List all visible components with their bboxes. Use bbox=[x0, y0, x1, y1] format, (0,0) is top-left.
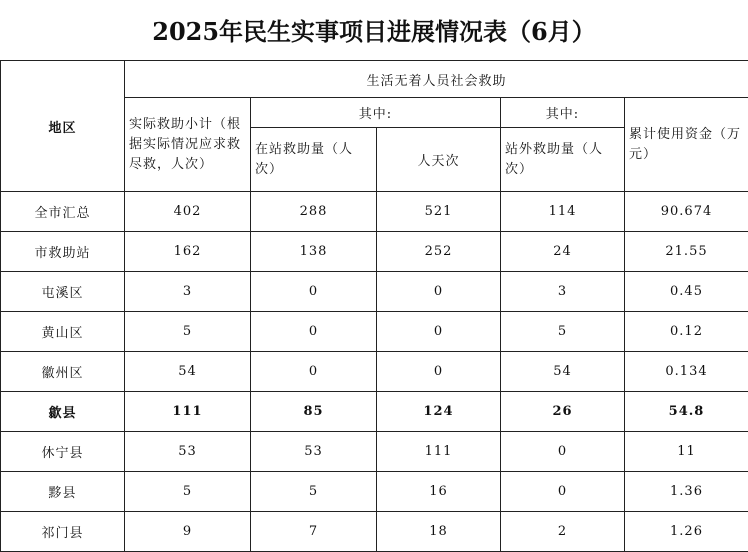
cell-offsite: 2 bbox=[501, 512, 625, 552]
cell-region: 休宁县 bbox=[1, 432, 125, 472]
cell-offsite: 0 bbox=[501, 432, 625, 472]
table-row bbox=[1, 232, 748, 272]
cell-onsite: 0 bbox=[251, 352, 377, 392]
cell-persondays: 252 bbox=[377, 232, 501, 272]
cell-persondays: 18 bbox=[377, 512, 501, 552]
cell-persondays: 0 bbox=[377, 352, 501, 392]
cell-offsite: 5 bbox=[501, 312, 625, 352]
table-row bbox=[1, 312, 748, 352]
cell-persondays: 521 bbox=[377, 192, 501, 232]
cell-onsite: 7 bbox=[251, 512, 377, 552]
cell-region: 全市汇总 bbox=[1, 192, 125, 232]
cell-persondays: 16 bbox=[377, 472, 501, 512]
table-row bbox=[1, 272, 748, 312]
cell-offsite: 114 bbox=[501, 192, 625, 232]
cell-region: 祁门县 bbox=[1, 512, 125, 552]
cell-onsite: 138 bbox=[251, 232, 377, 272]
progress-table bbox=[0, 60, 748, 552]
cell-funds: 0.12 bbox=[625, 312, 748, 352]
cell-subtotal: 5 bbox=[125, 312, 251, 352]
header-funds: 累计使用资金（万元） bbox=[625, 98, 748, 192]
header-offsite: 站外救助量（人次） bbox=[501, 128, 625, 192]
cell-onsite: 5 bbox=[251, 472, 377, 512]
cell-region: 黄山区 bbox=[1, 312, 125, 352]
cell-persondays: 124 bbox=[377, 392, 501, 432]
table-row bbox=[1, 192, 748, 232]
cell-funds: 0.134 bbox=[625, 352, 748, 392]
cell-onsite: 0 bbox=[251, 312, 377, 352]
table-row bbox=[1, 512, 748, 552]
header-persondays: 人天次 bbox=[377, 128, 501, 192]
cell-region: 市救助站 bbox=[1, 232, 125, 272]
table-row bbox=[1, 352, 748, 392]
header-among-1: 其中: bbox=[251, 98, 501, 128]
cell-funds: 1.36 bbox=[625, 472, 748, 512]
cell-region: 黟县 bbox=[1, 472, 125, 512]
cell-subtotal: 5 bbox=[125, 472, 251, 512]
cell-offsite: 26 bbox=[501, 392, 625, 432]
cell-onsite: 85 bbox=[251, 392, 377, 432]
table-body bbox=[1, 192, 748, 552]
table-row bbox=[1, 432, 748, 472]
header-row-1 bbox=[1, 61, 748, 98]
cell-onsite: 53 bbox=[251, 432, 377, 472]
table-row bbox=[1, 392, 748, 432]
cell-persondays: 0 bbox=[377, 312, 501, 352]
header-region: 地区 bbox=[1, 61, 125, 192]
cell-funds: 1.26 bbox=[625, 512, 748, 552]
cell-persondays: 111 bbox=[377, 432, 501, 472]
cell-funds: 90.674 bbox=[625, 192, 748, 232]
cell-funds: 0.45 bbox=[625, 272, 748, 312]
cell-offsite: 0 bbox=[501, 472, 625, 512]
cell-onsite: 0 bbox=[251, 272, 377, 312]
header-subtotal: 实际救助小计（根据实际情况应求救尽救，人次） bbox=[125, 98, 251, 192]
cell-region: 歙县 bbox=[1, 392, 125, 432]
cell-funds: 21.55 bbox=[625, 232, 748, 272]
cell-persondays: 0 bbox=[377, 272, 501, 312]
cell-offsite: 24 bbox=[501, 232, 625, 272]
cell-offsite: 54 bbox=[501, 352, 625, 392]
cell-region: 徽州区 bbox=[1, 352, 125, 392]
page-title: 2025年民生实事项目进展情况表（6月） bbox=[152, 17, 596, 46]
cell-offsite: 3 bbox=[501, 272, 625, 312]
header-group: 生活无着人员社会救助 bbox=[125, 61, 748, 98]
cell-subtotal: 402 bbox=[125, 192, 251, 232]
cell-subtotal: 9 bbox=[125, 512, 251, 552]
header-among-2: 其中: bbox=[501, 98, 625, 128]
cell-subtotal: 162 bbox=[125, 232, 251, 272]
cell-region: 屯溪区 bbox=[1, 272, 125, 312]
header-onsite: 在站救助量（人次） bbox=[251, 128, 377, 192]
cell-subtotal: 111 bbox=[125, 392, 251, 432]
cell-subtotal: 53 bbox=[125, 432, 251, 472]
cell-onsite: 288 bbox=[251, 192, 377, 232]
table-row bbox=[1, 472, 748, 512]
cell-funds: 11 bbox=[625, 432, 748, 472]
cell-subtotal: 3 bbox=[125, 272, 251, 312]
cell-funds: 54.8 bbox=[625, 392, 748, 432]
cell-subtotal: 54 bbox=[125, 352, 251, 392]
